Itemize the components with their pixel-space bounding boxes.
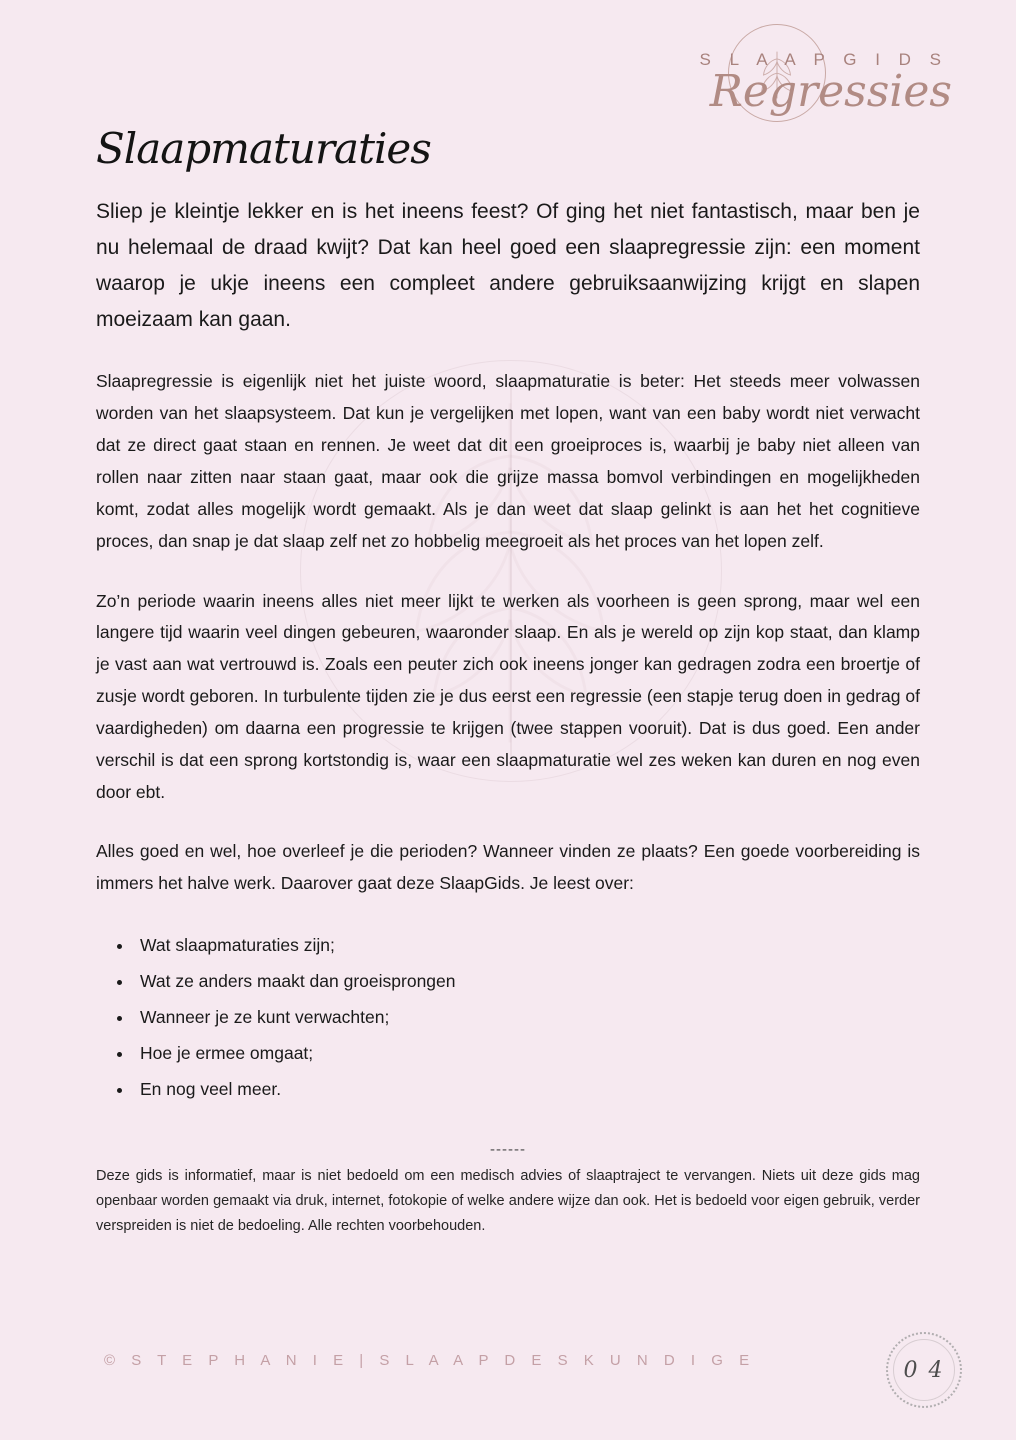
document-page [96,0,920,1440]
logo-wordmark-script: Regressies [709,66,952,117]
body-paragraph-3: Alles goed en wel, hoe overleef je die perioden? Wanneer vinden ze plaats? Een goede voorbereiding is immers het halve werk. Daarover gaat deze SlaapGids. Je leest over: [96,841,920,894]
body-paragraph-1: Slaapregressie is eigenlijk niet het juiste woord, slaapmaturatie is beter: Het steeds meer volwassen worden van het slaapsysteem. Dat kun je vergelijken met lopen, want van een baby wordt niet verwacht dat ze direct gaat staan en rennen. Je weet dat dit een groeiproces is, waarbij je baby niet alleen van rollen naar zitten naar staan gaat, maar ook die grijze massa bomvol verbindingen en mogelijkheden komt, zodat alles mogelijk wordt gemaakt. Als je dan weet dat slaap gelinkt is aan het het cognitieve proces, dan snap je dat slaap zelf net zo hobbelig meegroeit als het proces van het lopen zelf. [96,371,920,551]
list-item: • Wanneer je ze kunt verwachten; [134,1000,920,1036]
lead-paragraph: Sliep je kleintje lekker en is het ineens feest? Of ging het niet fantastisch, maar ben je nu helemaal de draad kwijt? Dat kan heel goed een slaapregressie zijn: een moment waarop je ukje ineens een compleet andere gebruiksaanwijzing krijgt en slapen moeizaam kan gaan. [96,200,920,332]
section-divider: ------ [490,1141,526,1159]
footer-credit: © S T E P H A N I E | S L A A P D E S K U N D I G E [104,1352,756,1369]
topics-list [96,928,920,1107]
list-item: • Wat slaapmaturaties zijn; [134,928,920,964]
list-item: • Wat ze anders maakt dan groeisprongen [134,964,920,1000]
page-title: Slaapmaturaties [96,124,431,173]
page-number: 0 4 [903,1357,945,1383]
list-item: • En nog veel meer. [134,1072,920,1108]
page-number-badge [886,1332,962,1408]
logo-wordmark-top: S L A A P G I D S [699,50,948,69]
page-footer [0,1332,1016,1402]
body-paragraph-2: Zo’n periode waarin ineens alles niet meer lijkt te werken als voorheen is geen sprong, maar wel een langere tijd waarin veel dingen gebeuren, waaronder slaap. En als je wereld op zijn kop staat, dan klamp je vast aan wat vertrouwd is. Zoals een peuter zich ook ineens jonger kan gedragen zodra een broertje of zusje wordt geboren. In turbulente tijden zie je dus eerst een regressie (een stapje terug doen in gedrag of vaardigheden) om daarna een progressie te krijgen (twee stappen vooruit). Dat is dus goed. Een ander verschil is dat een sprong kortstondig is, waar een slaapmaturatie wel zes weken kan duren en nog even door ebt. [96,590,920,802]
list-item: • Hoe je ermee omgaat; [134,1036,920,1072]
disclaimer-text: Deze gids is informatief, maar is niet bedoeld om een medisch advies of slaaptraject te vervangen. Niets uit deze gids mag openbaar worden gemaakt via druk, internet, fotokopie of welke andere wijze dan ook. Het is bedoeld voor eigen gebruik, verder verspreiden is niet de bedoeling. Alle rechten voorbehouden. [96,1168,920,1235]
